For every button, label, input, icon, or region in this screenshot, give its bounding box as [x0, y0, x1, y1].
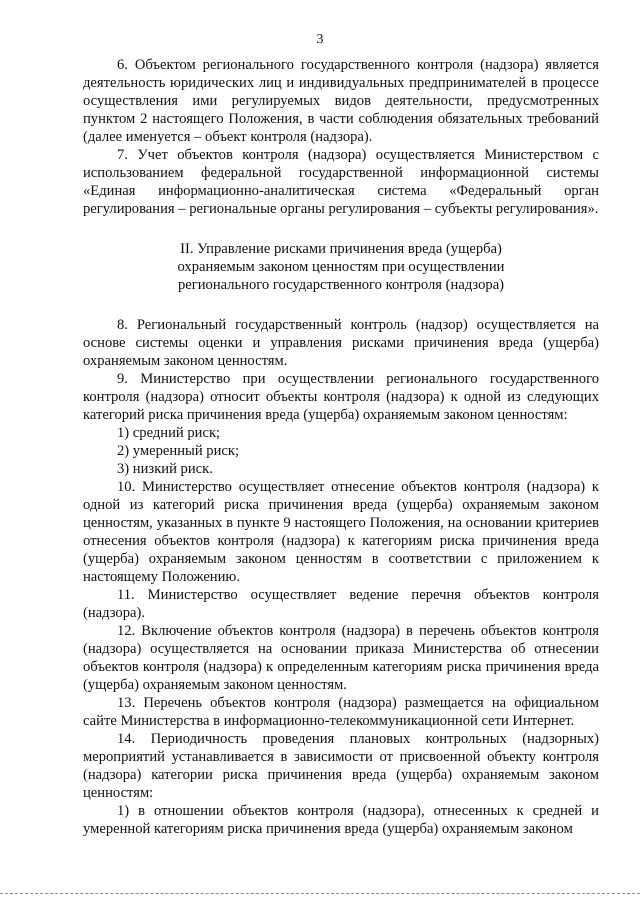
paragraph-7: 7. Учет объектов контроля (надзора) осуществляется Министерством с использованием федеральной государственной информационной системы «Единая информационно-аналитическая система «Федеральный орган регулирования – региональные органы регулирования – субъекты регулирования». — [83, 147, 599, 217]
paragraph-12: 12. Включение объектов контроля (надзора) в перечень объектов контроля (надзора) осуществляется на основании приказа Министерства об отнесении объектов контроля (надзора) к определенным категориям риска причинения вреда (ущерба) охраняемым законом ценностям. — [83, 623, 599, 693]
page-bottom-divider — [0, 893, 640, 894]
paragraph-6: 6. Объектом регионального государственного контроля (надзора) является деятельность юридических лиц и индивидуальных предпринимателей в процессе осуществления ими регулируемых видов деятельности, предусмотренных пунктом 2 настоящего Положения, в части соблюдения обязательных требований (далее именуется – объект контроля (надзора). — [83, 57, 599, 145]
risk-list-item: 2) умеренный риск; — [117, 443, 240, 459]
section-title-line: II. Управление рисками причинения вреда (ущерба) — [180, 241, 502, 257]
paragraph-11: 11. Министерство осуществляет ведение перечня объектов контроля (надзора). — [83, 587, 599, 621]
page-number: 3 — [316, 32, 324, 47]
risk-list-item: 3) низкий риск. — [117, 461, 213, 477]
paragraph-10: 10. Министерство осуществляет отнесение объектов контроля (надзора) к одной из категорий риска причинения вреда (ущерба) охраняемым законом ценностям, указанных в пункте 9 настоящего Положения, на основании критериев отнесения объектов контроля (надзора) к категориям риска причинения вреда (ущерба) охраняемым законом ценностям в соответствии с приложением к настоящему Положению. — [83, 479, 599, 585]
paragraph-14: 14. Периодичность проведения плановых контрольных (надзорных) мероприятий устанавливается в зависимости от присвоенной объекту контроля (надзора) категории риска причинения вреда (ущерба) охраняемым законом ценностям: — [83, 731, 599, 801]
paragraph-9: 9. Министерство при осуществлении регионального государственного контроля (надзора) относит объекты контроля (надзора) к одной из следующих категорий риска причинения вреда (ущерба) охраняемым законом ценностям: — [83, 371, 599, 423]
paragraph-14-item-1: 1) в отношении объектов контроля (надзора), отнесенных к средней и умеренной категориям риска причинения вреда (ущерба) охраняемым законом — [83, 803, 599, 837]
risk-list-item: 1) средний риск; — [117, 425, 221, 441]
section-title-line: охраняемым законом ценностям при осуществлении — [177, 259, 505, 275]
section-title-line: регионального государственного контроля (надзора) — [177, 277, 505, 293]
paragraph-8: 8. Региональный государственный контроль (надзор) осуществляется на основе системы оценки и управления рисками причинения вреда (ущерба) охраняемым законом ценностям. — [83, 317, 599, 369]
document-body — [83, 56, 599, 838]
paragraph-13: 13. Перечень объектов контроля (надзора) размещается на официальном сайте Министерства в информационно-телекоммуникационной сети Интернет. — [83, 695, 599, 729]
section-title — [83, 240, 599, 294]
